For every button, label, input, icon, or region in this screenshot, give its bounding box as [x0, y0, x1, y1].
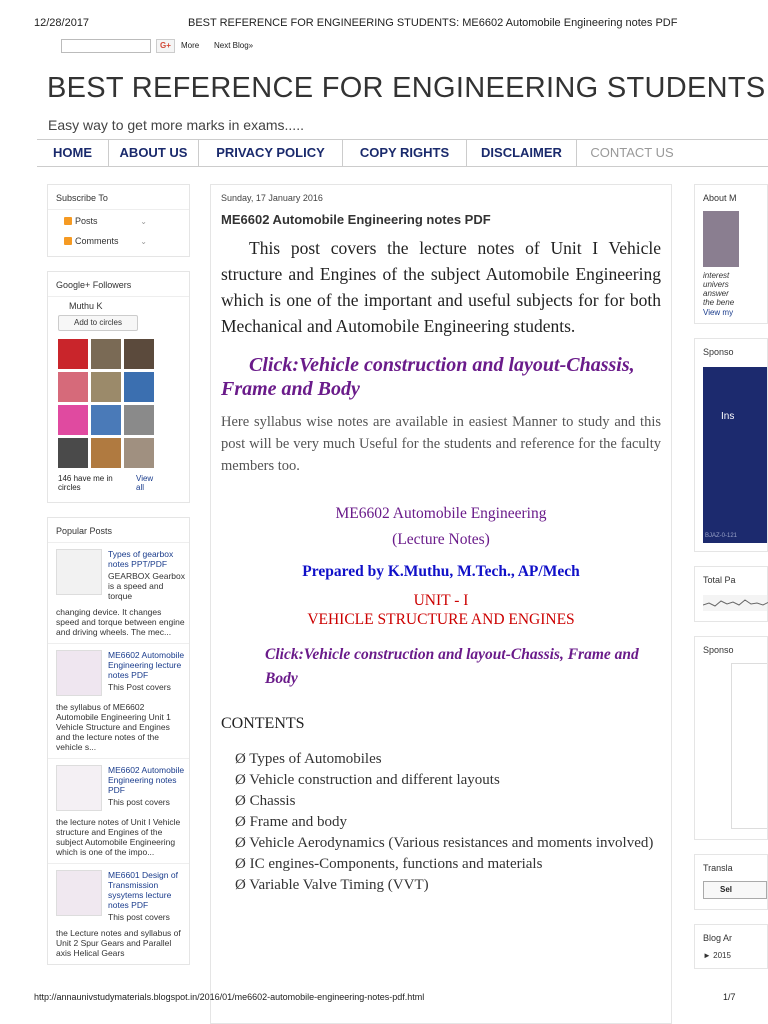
avatar[interactable] — [58, 438, 88, 468]
rss-icon — [64, 217, 72, 225]
post-thumbnail[interactable] — [56, 650, 102, 696]
blog-archive-widget — [694, 924, 768, 969]
right-sidebar — [694, 184, 768, 1004]
vehicle-construction-link[interactable]: Click:Vehicle construction and layout-Chassis, Frame and Body — [221, 354, 635, 400]
profile-photo[interactable] — [703, 211, 739, 267]
avatar[interactable] — [91, 339, 121, 369]
widget-title: Subscribe To — [48, 185, 189, 210]
vehicle-construction-link-2[interactable]: Click:Vehicle construction and layout-Chassis, Frame and Body — [265, 646, 639, 687]
list-item: Ø Variable Valve Timing (VVT) — [235, 877, 429, 893]
popular-post-excerpt: This post covers — [108, 797, 170, 807]
avatar[interactable] — [124, 372, 154, 402]
chevron-down-icon[interactable]: ⌄ — [140, 216, 147, 226]
widget-title: Popular Posts — [48, 518, 189, 543]
subscribe-comments-label: Comments — [75, 236, 119, 246]
gplus-share-button[interactable]: G+ — [156, 39, 175, 53]
avatar[interactable] — [91, 405, 121, 435]
left-sidebar — [47, 184, 190, 979]
follower-count-row — [48, 468, 189, 502]
list-item — [48, 863, 189, 964]
ad-code: BJAZ-0-121 — [705, 533, 738, 539]
avatar[interactable] — [124, 405, 154, 435]
language-select[interactable]: Sel — [703, 881, 767, 899]
unit-number: UNIT - I — [413, 592, 469, 609]
post-thumbnail[interactable] — [56, 549, 102, 595]
avatar[interactable] — [124, 339, 154, 369]
tab-about-us[interactable]: ABOUT US — [109, 140, 199, 166]
about-text-line: interest — [703, 271, 730, 280]
widget-title: Sponso — [703, 645, 734, 655]
popular-post-snippet: changing device. It changes speed and torque between engine and driving wheels. The mec... — [56, 607, 185, 637]
total-pageviews-widget — [694, 566, 768, 622]
list-item — [48, 758, 189, 863]
list-item: Ø Vehicle Aerodynamics (Various resistances and moments involved) — [235, 835, 654, 851]
blog-post — [210, 184, 672, 1024]
list-item — [48, 643, 189, 758]
avatar[interactable] — [124, 438, 154, 468]
archive-year-link[interactable]: ► 2015 — [703, 951, 731, 960]
subscribe-posts-label: Posts — [75, 216, 98, 226]
widget-title: Blog Ar — [703, 933, 733, 943]
subscribe-widget — [47, 184, 190, 257]
avatar[interactable] — [58, 339, 88, 369]
unit-title: VEHICLE STRUCTURE AND ENGINES — [307, 611, 575, 628]
subscribe-comments[interactable] — [48, 230, 189, 256]
ad-banner[interactable] — [703, 367, 767, 543]
widget-title: About M — [703, 193, 737, 203]
view-all-link[interactable]: View all — [136, 474, 154, 492]
post-syllabus-note: Here syllabus wise notes are available in easiest Manner to study and this post will be very much Useful for the students and reference for the faculty members too. — [221, 414, 661, 474]
follower-owner-name[interactable]: Muthu K — [69, 301, 103, 311]
post-thumbnail[interactable] — [56, 870, 102, 916]
tab-privacy-policy[interactable]: PRIVACY POLICY — [199, 140, 343, 166]
lecture-heading — [211, 477, 671, 553]
ad-text: Ins — [721, 411, 735, 422]
popular-post-excerpt: GEARBOX Gearbox is a speed and torque — [108, 571, 186, 601]
add-to-circles-button[interactable]: Add to circles — [58, 315, 138, 331]
widget-title: Total Pa — [703, 575, 736, 585]
subscribe-posts[interactable] — [48, 210, 189, 230]
follower-avatars — [48, 331, 189, 468]
about-text-line: univers — [703, 280, 729, 289]
blogger-navbar — [0, 38, 768, 56]
ad-banner[interactable] — [731, 663, 767, 829]
avatar[interactable] — [58, 405, 88, 435]
list-item: Ø Vehicle construction and different layouts — [235, 772, 500, 788]
popular-posts-widget — [47, 517, 190, 965]
about-me-widget — [694, 184, 768, 324]
prepared-by: Prepared by K.Muthu, M.Tech., AP/Mech — [302, 563, 580, 580]
print-doc-title: BEST REFERENCE FOR ENGINEERING STUDENTS: ME6602 Automobile Engineering notes PDF — [188, 17, 678, 29]
popular-post-link[interactable]: ME6602 Automobile Engineering lecture notes PDF — [108, 650, 185, 680]
google-followers-widget — [47, 271, 190, 503]
course-name: ME6602 Automobile Engineering — [335, 505, 547, 522]
sponsored-widget — [694, 338, 768, 552]
list-item: Ø IC engines-Components, functions and materials — [235, 856, 543, 872]
page-tabs — [37, 139, 768, 167]
print-date: 12/28/2017 — [34, 17, 90, 29]
print-page-number: 1/7 — [723, 992, 736, 1002]
list-item: Ø Types of Automobiles — [235, 751, 382, 767]
popular-post-excerpt: This Post covers — [108, 682, 171, 692]
widget-title: Transla — [703, 863, 733, 873]
pageviews-sparkline — [703, 595, 767, 611]
contents-heading: CONTENTS — [221, 715, 305, 732]
rss-icon — [64, 237, 72, 245]
navbar-search-input[interactable] — [61, 39, 151, 53]
avatar[interactable] — [91, 438, 121, 468]
popular-post-link[interactable]: Types of gearbox notes PPT/PDF — [108, 549, 174, 569]
about-text-line: answer — [703, 289, 729, 298]
unit-heading — [211, 581, 671, 629]
tab-contact-us[interactable]: CONTACT US — [590, 145, 674, 160]
about-text-line: the bene — [703, 298, 735, 307]
post-title[interactable]: ME6602 Automobile Engineering notes PDF — [221, 212, 491, 227]
follower-count: 146 have me in circles — [58, 474, 113, 492]
tab-disclaimer[interactable]: DISCLAIMER — [467, 140, 577, 166]
tab-copy-rights[interactable]: COPY RIGHTS — [343, 140, 467, 166]
sponsored-widget-2 — [694, 636, 768, 840]
list-item: Ø Frame and body — [235, 814, 348, 830]
post-date: Sunday, 17 January 2016 — [221, 193, 323, 203]
contents-list — [211, 733, 671, 896]
widget-title: Sponso — [703, 347, 734, 357]
list-item — [48, 543, 189, 643]
popular-post-link[interactable]: ME6601 Design of Transmission sysytems lecture notes PDF — [108, 870, 178, 910]
sparkline-chart — [703, 595, 768, 611]
blog-title[interactable]: BEST REFERENCE FOR ENGINEERING STUDENTS — [47, 72, 766, 104]
lecture-notes-label: (Lecture Notes) — [392, 531, 490, 548]
popular-post-excerpt: This post covers — [108, 912, 170, 922]
popular-post-snippet: the lecture notes of Unit I Vehicle structure and Engines of the subject Automobile Engineering which is one of the impo... — [56, 817, 181, 857]
navbar-next-blog-link[interactable]: Next Blog» — [214, 41, 254, 50]
list-item: Ø Chassis — [235, 793, 296, 809]
view-profile-link[interactable]: View my — [703, 308, 734, 317]
popular-post-snippet: the Lecture notes and syllabus of Unit 2 Spur Gears and Parallel axis Helical Gears — [56, 928, 181, 958]
widget-title: Google+ Followers — [48, 272, 189, 297]
translate-widget — [694, 854, 768, 910]
chevron-down-icon[interactable]: ⌄ — [140, 236, 147, 246]
avatar[interactable] — [91, 372, 121, 402]
print-url: http://annaunivstudymaterials.blogspot.in/2016/01/me6602-automobile-engineering-notes-pdf.html — [34, 992, 425, 1002]
popular-post-snippet: the syllabus of ME6602 Automobile Engineering Unit 1 Vehicle Structure and Engines and the lecture notes of the vehicle s... — [56, 702, 171, 752]
tab-home[interactable]: HOME — [37, 140, 109, 166]
popular-post-link[interactable]: ME6602 Automobile Engineering notes PDF — [108, 765, 185, 795]
blog-description: Easy way to get more marks in exams..... — [48, 117, 304, 133]
post-thumbnail[interactable] — [56, 765, 102, 811]
navbar-more-link[interactable]: More — [181, 41, 200, 50]
post-intro: This post covers the lecture notes of Unit I Vehicle structure and Engines of the subject Automobile Engineering which is one of the important and useful subjects for for both Mechanical and Automobile Engineering students. — [221, 238, 661, 336]
print-header — [0, 0, 768, 34]
avatar[interactable] — [58, 372, 88, 402]
